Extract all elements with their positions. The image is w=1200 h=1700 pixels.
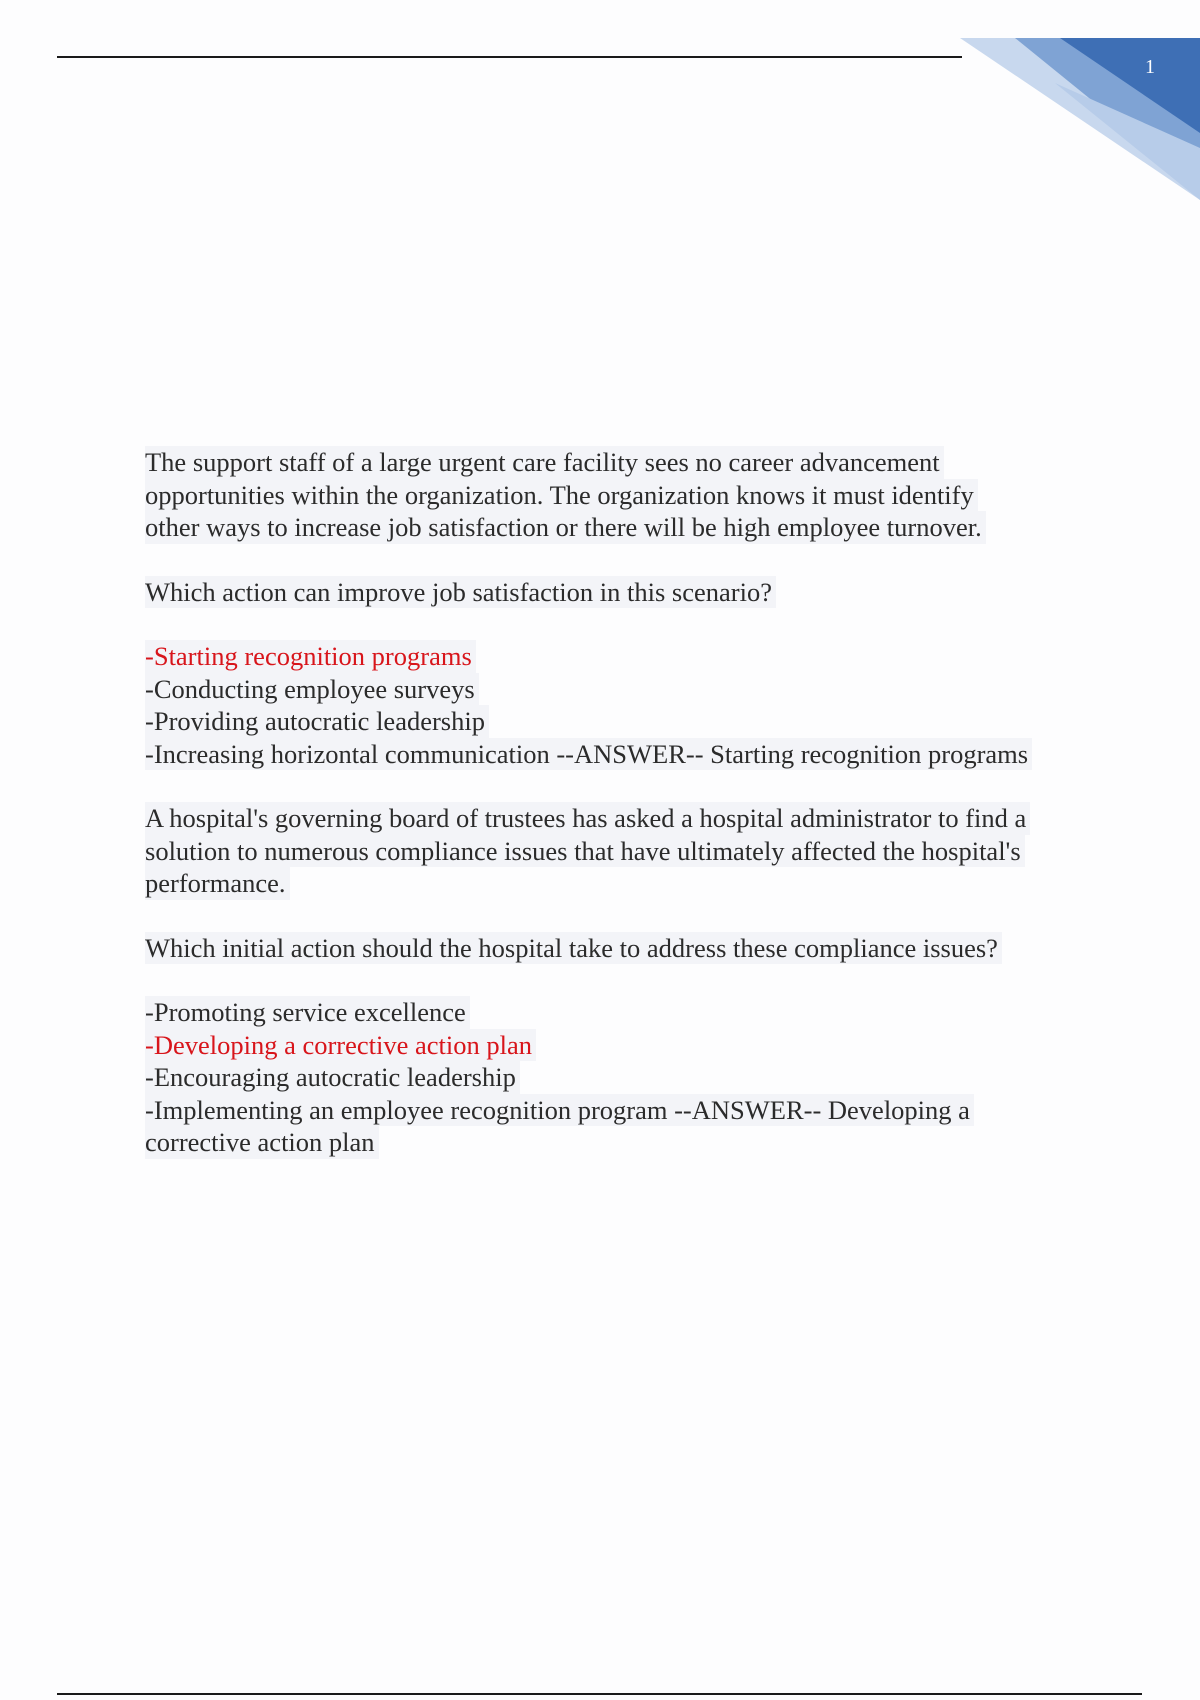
question-prompt: Which initial action should the hospital take to address these compliance issues? — [145, 932, 1002, 965]
footer-rule — [57, 1693, 1142, 1695]
document-body — [145, 446, 1095, 1159]
question-stem-line: A hospital's governing board of trustees has asked a hospital administrator to find a — [145, 802, 1030, 835]
answer-option: -Encouraging autocratic leadership — [145, 1061, 520, 1094]
page-corner-decoration — [960, 38, 1200, 200]
answer-option-with-key: -Implementing an employee recognition program --ANSWER-- Developing a — [145, 1094, 974, 1127]
question-prompt: Which action can improve job satisfaction in this scenario? — [145, 576, 776, 609]
header-rule — [57, 56, 962, 58]
question-block — [145, 446, 1095, 770]
answer-option-correct: -Starting recognition programs — [145, 640, 476, 673]
answer-option-with-key: -Increasing horizontal communication --ANSWER-- Starting recognition programs — [145, 738, 1032, 771]
answer-option-correct: -Developing a corrective action plan — [145, 1029, 536, 1062]
answer-option: -Promoting service excellence — [145, 996, 470, 1029]
question-stem-line: The support staff of a large urgent care facility sees no career advancement — [145, 446, 944, 479]
answer-option: -Providing autocratic leadership — [145, 705, 489, 738]
question-block — [145, 802, 1095, 1159]
page-number: 1 — [1145, 56, 1155, 78]
question-stem-line: solution to numerous compliance issues that have ultimately affected the hospital's — [145, 835, 1025, 868]
answer-option: -Conducting employee surveys — [145, 673, 479, 706]
question-stem-line: performance. — [145, 867, 290, 900]
question-stem-line: other ways to increase job satisfaction or there will be high employee turnover. — [145, 511, 986, 544]
question-stem-line: opportunities within the organization. The organization knows it must identify — [145, 479, 978, 512]
answer-key-continuation: corrective action plan — [145, 1126, 379, 1159]
